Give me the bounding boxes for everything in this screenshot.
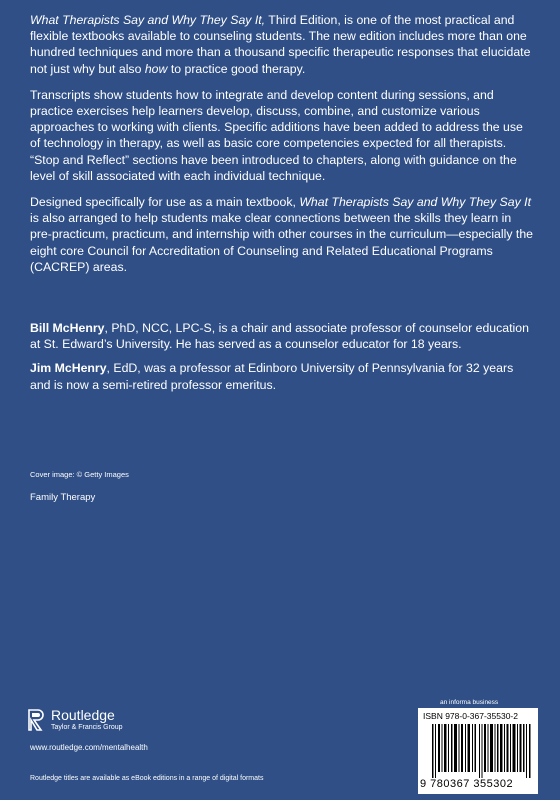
blurb-text: Third Edition, is one of the most practical and flexible textbooks available to counseling students. The new edition includes more than one hundred techniques and more than a thousand specific therapeutic responses that elucidate not just why but also xyxy=(30,13,531,76)
author-name: Jim McHenry xyxy=(30,361,107,376)
subject-category: Family Therapy xyxy=(30,492,96,503)
publisher-tagline: Taylor & Francis Group xyxy=(51,724,123,731)
informa-label: an informa business xyxy=(440,699,499,706)
book-title: What Therapists Say and Why They Say It, xyxy=(30,13,266,27)
barcode xyxy=(418,708,538,794)
blurb xyxy=(30,12,534,285)
blurb-paragraph-1 xyxy=(30,12,534,77)
publisher-logo xyxy=(28,708,123,732)
bio-jim xyxy=(30,360,534,392)
cover-credit: Cover image: © Getty Images xyxy=(30,470,129,479)
publisher-url: www.routledge.com/mentalhealth xyxy=(30,743,148,752)
publisher-name: Routledge xyxy=(51,707,115,723)
isbn-text: ISBN 978-0-367-35530-2 xyxy=(423,711,518,721)
blurb-paragraph-3 xyxy=(30,194,534,275)
author-name: Bill McHenry xyxy=(30,321,105,335)
barcode-bars-icon xyxy=(432,724,532,778)
blurb-text: is also arranged to help students make clear connections between the skills they learn in pre-practicum, practicum, and internship with other courses in the curriculum—especially the eight core Council for Accreditation of Counseling and Related Educational Programs (CACREP) areas. xyxy=(30,211,534,274)
blurb-text: Designed specifically for use as a main textbook, xyxy=(30,195,300,210)
blurb-text: to practice good therapy. xyxy=(167,61,306,76)
book-title: What Therapists Say and Why They Say It xyxy=(299,195,531,210)
bio-text: , PhD, NCC, LPC-S, is a chair and associate professor of counselor education at St. Edward’s University. He has served as a counselor educator for 18 years. xyxy=(30,321,529,352)
bio-text: , EdD, was a professor at Edinboro University of Pennsylvania for 32 years and is now a semi-retired professor emeritus. xyxy=(30,361,514,392)
routledge-logo-icon xyxy=(28,708,46,732)
bio-bill xyxy=(30,320,534,352)
blurb-paragraph-2: Transcripts show students how to integrate and develop content during sessions, and practice exercises help learners develop, discuss, combine, and customize various approaches to working with clients. Specific additions have been added to address the use of technology in therapy, as well as basic core competencies expected for all therapists. “Stop and Reflect” sections have been introduced to chapters, along with guidance on the level of skill associated with each individual technique. xyxy=(30,87,523,183)
barcode-digits: 9 780367 355302 xyxy=(420,778,514,790)
emphasis-how: how xyxy=(144,61,168,76)
author-bios xyxy=(30,320,534,401)
ebook-note: Routledge titles are available as eBook editions in a range of digital formats xyxy=(30,775,264,782)
